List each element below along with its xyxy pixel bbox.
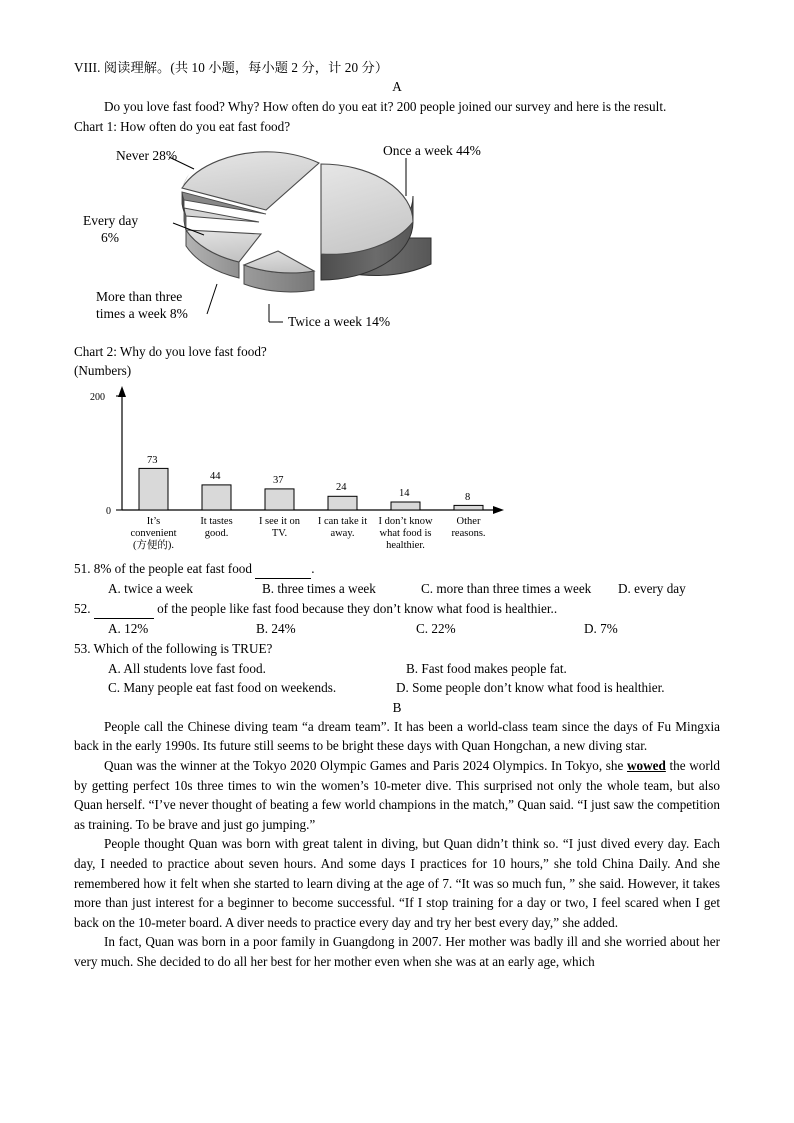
q53-number: 53. [74,640,91,656]
q51-option-d[interactable]: D. every day [618,581,686,597]
bar-its-convenient [139,468,168,510]
cat-label-3-line0: I can take it [317,515,368,527]
passage-a-marker: A [392,79,402,94]
bar-chart-x-axis [122,506,504,514]
q53-option-a[interactable]: A. All students love fast food. [108,660,266,676]
passage-b-paragraph-2 [74,756,720,834]
pie-slice-never [182,151,319,213]
bar-dont-know-healthier [391,502,420,510]
cat-label-2-line0: I see it on [258,515,301,527]
chart2-unit: (Numbers) [74,362,132,378]
cat-label-1-line0: It tastes [200,515,233,527]
bar-value-2: 37 [273,474,284,486]
question-52-stem [74,599,720,620]
chart1-title: Chart 1: How often do you eat fast food? [74,118,291,134]
pie-slice-twice-a-week [244,251,314,292]
x-axis-arrow [493,506,504,514]
q52-option-b[interactable]: B. 24% [256,621,296,637]
bar-see-it-on-tv [265,488,294,509]
cat-label-1-line1: good. [204,527,229,539]
q51-blank[interactable] [255,559,311,580]
q51-option-c[interactable]: C. more than three times a week [421,581,592,597]
q51-option-b[interactable]: B. three times a week [262,581,376,597]
cat-label-5-line0: Other [456,515,481,527]
page-content [74,58,720,971]
bar-chart-y-axis [90,386,126,517]
cat-label-0-line2: (方便的). [132,539,175,551]
q52-blank[interactable] [94,599,154,620]
bar-value-5: 8 [465,491,471,503]
passage-b-marker: B [392,699,402,715]
pie-label-every-day-line1: Every day [83,212,139,228]
pie-slice-once-a-week [321,164,431,280]
q53-text: Which of the following is TRUE? [93,640,273,656]
y-axis-arrow [118,386,126,397]
p2-post: the world by getting perfect 10s three times to win the women’s 10-meter dive. This surprised not only the whole team, but also Quan herself. “I’ve never thought of beating a few world champions in the match,” Quan said. “I just saw the competition as training. To be brave and just go jumping.” [74,757,720,832]
bar-chart-category-labels [130,516,485,551]
leader-more-than-three [207,284,217,314]
pie-label-twice-a-week: Twice a week 14% [288,313,391,329]
question-51-stem [74,559,720,580]
bar-value-3: 24 [336,481,347,493]
pie-label-every-day-line2: 6% [101,229,119,245]
bar-value-0: 73 [147,454,158,466]
question-53-options-row1 [74,659,720,679]
q52-text-after: of the people like fast food because they don’t know what food is healthier.. [153,600,558,616]
q53-option-d[interactable]: D. Some people don’t know what food is healthier. [396,680,665,696]
q52-option-d[interactable]: D. 7% [584,621,618,637]
pie-label-once-a-week: Once a week 44% [383,142,481,158]
passage-b-paragraph-1: People call the Chinese diving team “a dream team”. It has been a world-class team since the days of Fu Mingxia back in the early 1990s. Its future still seems to be bright these days with Quan Hongchan, a new diving star. [74,718,720,754]
q53-option-c[interactable]: C. Many people eat fast food on weekends. [108,680,337,696]
cat-label-0-line0: It’s [146,515,161,527]
q52-number: 52. [74,600,91,616]
q51-option-a[interactable]: A. twice a week [108,581,193,597]
bar-take-it-away [328,496,357,510]
passage-b-paragraph-4: In fact, Quan was born in a poor family in Guangdong in 2007. Her mother was badly ill and she worried about her very much. She decided to do all her best for her mother even when she was at an early age, which [74,934,720,969]
question-53-options-row2 [74,678,720,698]
passage-b-paragraph-3: People thought Quan was born with great talent in diving, but Quan didn’t think so. “I just dived every day. Each day, I needed to practice about seven hours. And some days I practices for 10 hours,” she told China Daily. And she remembered how it felt when she started to learn diving at the age of 7. “It was so much fun, ” she said. However, it takes more than just interest for a beginner to become successful. “If I stop training for a day or two, I feel scared when I get back on the 10-meter board. A diver needs to practice every day and try her best every day,” she added. [74,836,720,930]
chart2-title: Chart 2: Why do you love fast food? [74,343,267,359]
cat-label-4-line2: healthier. [386,539,425,551]
q52-option-c[interactable]: C. 22% [416,621,456,637]
cat-label-5-line1: reasons. [451,527,486,539]
cat-label-2-line1: TV. [271,527,288,539]
bar-value-4: 14 [399,487,410,499]
pie-chart-svg [76,138,536,338]
cat-label-4-line0: I don’t know [378,515,433,527]
intro-paragraph: Do you love fast food? Why? How often do you eat it? 200 people joined our survey and here is the result. [104,99,667,114]
bar-other-reasons [454,505,483,510]
q51-text: 8% of the people eat fast food [93,560,256,576]
pie-label-never: Never 28% [116,147,178,163]
bar-chart-why-love-fast-food [82,382,522,557]
q52-option-a[interactable]: A. 12% [108,621,149,637]
question-52-options [74,619,720,639]
bar-it-tastes-good [202,484,231,509]
cat-label-4-line1: what food is [379,527,432,539]
section-heading: VIII. 阅读理解。(共 10 小题，每小题 2 分，计 20 分） [74,60,389,75]
y-tick-label-0: 0 [106,505,111,517]
p2-bold-wowed: wowed [627,757,666,773]
cat-label-0-line1: convenient [130,527,177,539]
question-53-stem [74,639,720,659]
p2-pre: Quan was the winner at the Tokyo 2020 Olympic Games and Paris 2024 Olympics. In Tokyo, she [104,757,628,773]
pie-chart-fast-food-frequency [76,138,536,338]
question-51-options [74,579,720,599]
pie-label-more-than-three-line2: times a week 8% [96,305,188,321]
cat-label-3-line1: away. [330,527,355,539]
y-tick-label-200: 200 [90,391,105,403]
bar-series [139,455,483,510]
bar-chart-svg [82,382,522,557]
pie-label-more-than-three-line1: More than three [96,288,183,304]
bar-value-1: 44 [210,470,221,482]
q51-number: 51. [74,560,91,576]
q53-option-b[interactable]: B. Fast food makes people fat. [406,660,567,676]
q51-text-after: . [311,560,315,576]
